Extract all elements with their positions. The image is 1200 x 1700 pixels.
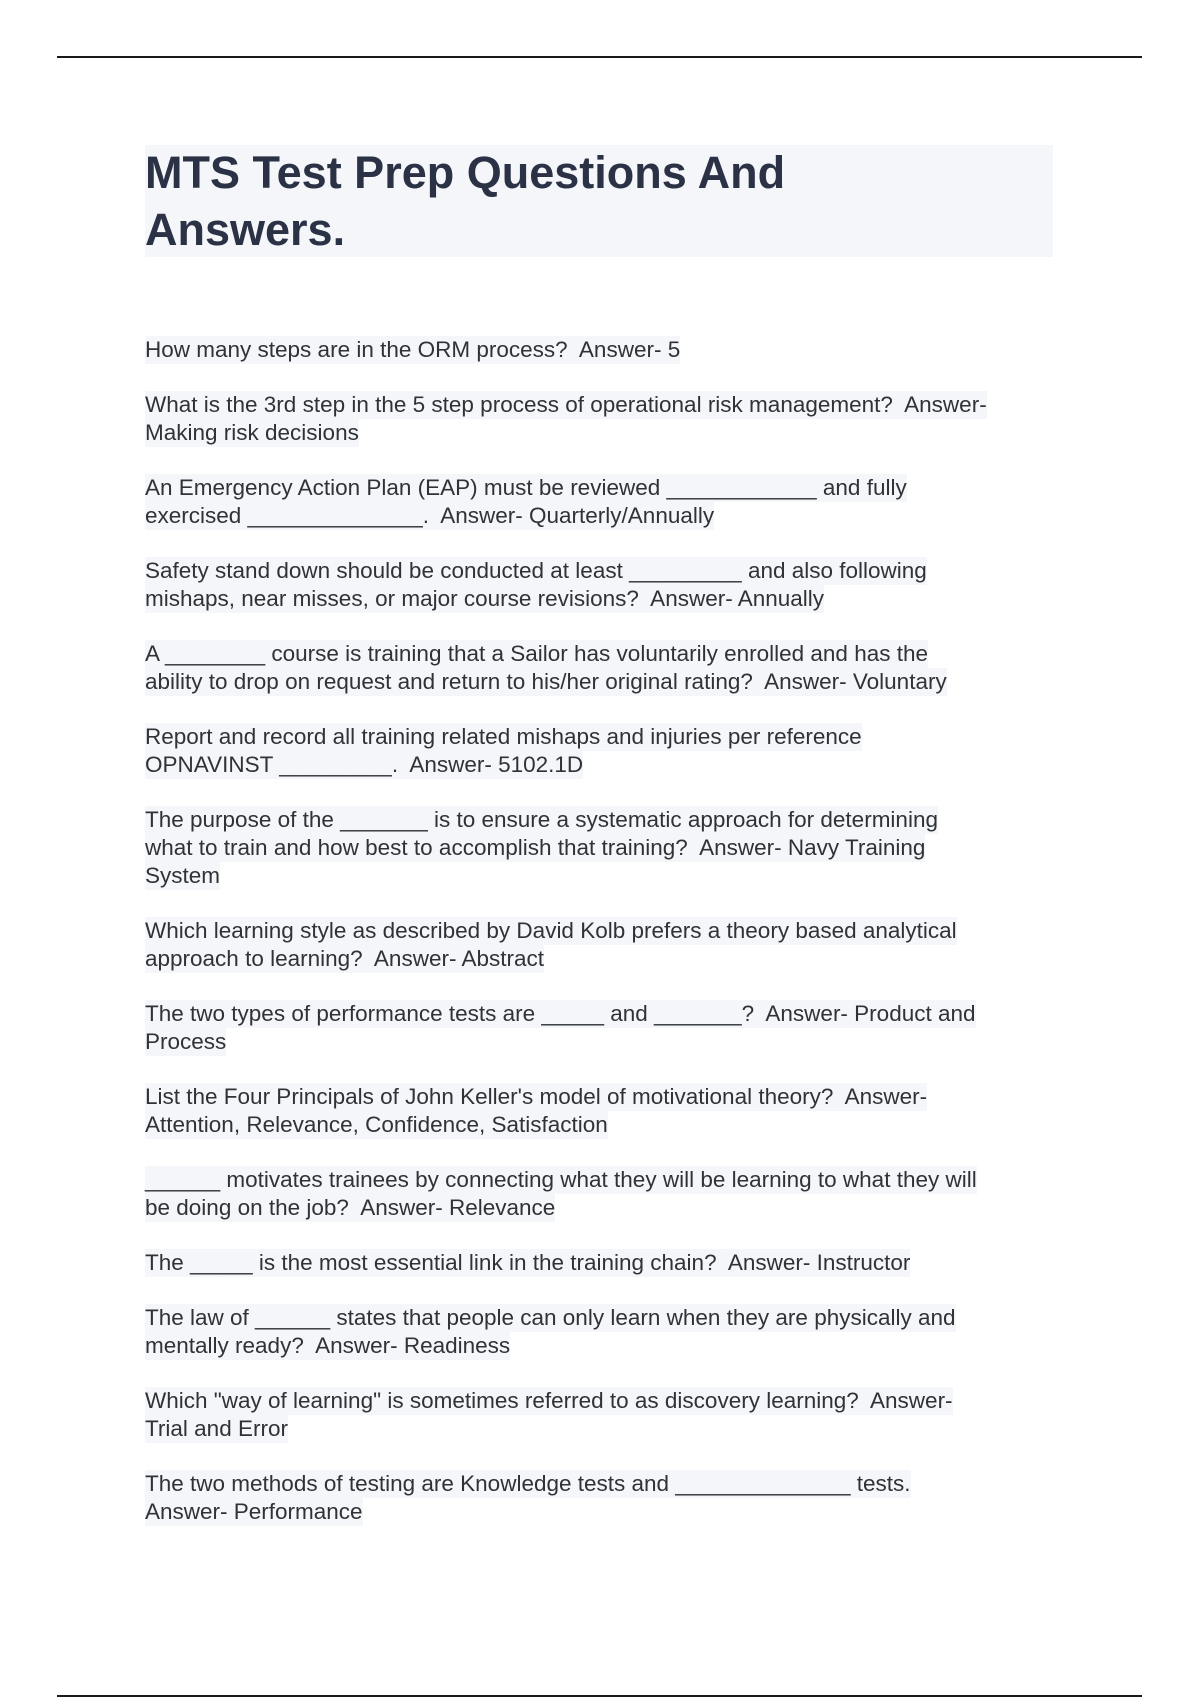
qa-line: A ________ course is training that a Sailor has voluntarily enrolled and has the <box>145 641 929 666</box>
qa-line: The two types of performance tests are _____ and _______? Answer- Product and <box>145 1001 976 1026</box>
qa-item <box>145 391 1057 447</box>
qa-item <box>145 1249 1057 1277</box>
qa-line: System <box>145 863 221 888</box>
qa-item <box>145 1304 1057 1360</box>
qa-line: mentally ready? Answer- Readiness <box>145 1333 511 1358</box>
qa-line: approach to learning? Answer- Abstract <box>145 946 544 971</box>
qa-line: The law of ______ states that people can only learn when they are physically and <box>145 1305 956 1330</box>
qa-item <box>145 1470 1057 1526</box>
qa-line: Report and record all training related mishaps and injuries per reference <box>145 724 862 749</box>
qa-list <box>145 336 1057 1553</box>
qa-line: List the Four Principals of John Keller's model of motivational theory? Answer- <box>145 1084 928 1109</box>
qa-line: Process <box>145 1029 227 1054</box>
qa-line: Which "way of learning" is sometimes referred to as discovery learning? Answer- <box>145 1388 953 1413</box>
qa-line: The purpose of the _______ is to ensure a systematic approach for determining <box>145 807 938 832</box>
qa-line: Trial and Error <box>145 1416 288 1441</box>
qa-line: An Emergency Action Plan (EAP) must be reviewed ____________ and fully <box>145 475 907 500</box>
qa-item <box>145 1387 1057 1443</box>
qa-item <box>145 474 1057 530</box>
qa-line: Safety stand down should be conducted at least _________ and also following <box>145 558 927 583</box>
qa-item <box>145 1166 1057 1222</box>
qa-line: Attention, Relevance, Confidence, Satisfaction <box>145 1112 608 1137</box>
qa-line: The _____ is the most essential link in the training chain? Answer- Instructor <box>145 1250 911 1275</box>
qa-item <box>145 806 1057 890</box>
qa-item <box>145 557 1057 613</box>
qa-item <box>145 336 1057 364</box>
qa-item <box>145 723 1057 779</box>
bottom-rule <box>57 1695 1142 1697</box>
qa-item <box>145 1083 1057 1139</box>
title-block <box>145 145 1053 257</box>
qa-line: How many steps are in the ORM process? Answer- 5 <box>145 337 681 362</box>
qa-line: What is the 3rd step in the 5 step process of operational risk management? Answer- <box>145 392 987 417</box>
qa-item <box>145 1000 1057 1056</box>
page-title: MTS Test Prep Questions And Answers. <box>145 147 786 255</box>
qa-line: The two methods of testing are Knowledge tests and ______________ tests. <box>145 1471 911 1496</box>
qa-line: Answer- Performance <box>145 1499 363 1524</box>
qa-line: Making risk decisions <box>145 420 359 445</box>
qa-item <box>145 917 1057 973</box>
top-rule <box>57 56 1142 58</box>
qa-line: be doing on the job? Answer- Relevance <box>145 1195 556 1220</box>
qa-item <box>145 640 1057 696</box>
qa-line: OPNAVINST _________. Answer- 5102.1D <box>145 752 584 777</box>
qa-line: exercised ______________. Answer- Quarterly/Annually <box>145 503 715 528</box>
qa-line: mishaps, near misses, or major course revisions? Answer- Annually <box>145 586 825 611</box>
qa-line: ______ motivates trainees by connecting what they will be learning to what they will <box>145 1167 977 1192</box>
qa-line: Which learning style as described by David Kolb prefers a theory based analytical <box>145 918 957 943</box>
qa-line: what to train and how best to accomplish that training? Answer- Navy Training <box>145 835 926 860</box>
qa-line: ability to drop on request and return to his/her original rating? Answer- Voluntary <box>145 669 947 694</box>
